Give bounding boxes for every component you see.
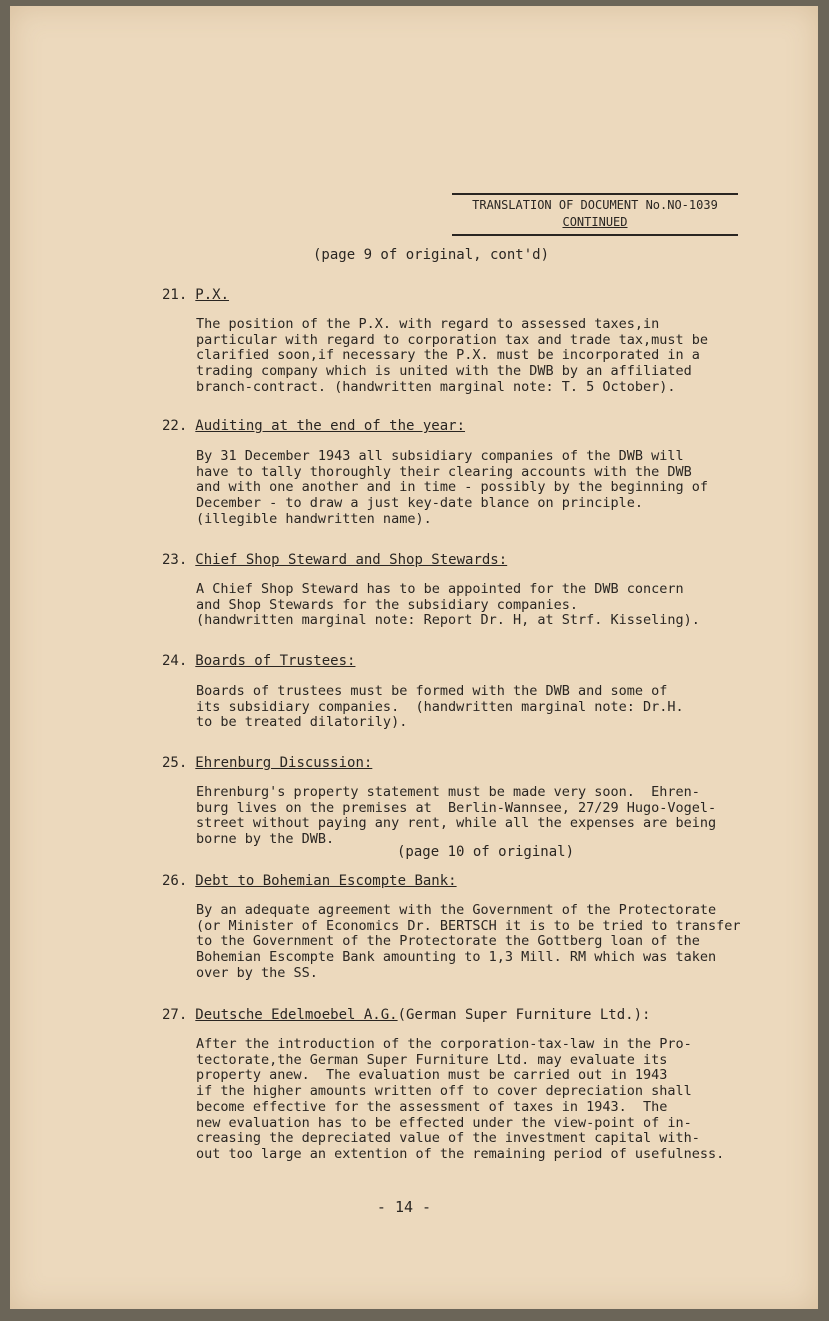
item-heading: [162, 286, 229, 304]
document-title: TRANSLATION OF DOCUMENT No.NO-1039: [472, 198, 718, 212]
item-heading: [162, 872, 457, 890]
item-number: 26.: [162, 873, 188, 889]
document-subtitle: CONTINUED: [562, 215, 628, 229]
item-body: Ehrenburg's property statement must be made very soon. Ehren- burg lives on the premises at Berlin-Wannsee, 27/29 Hugo-Vogel- street without paying any rent, while all the expenses are being borne by the DWB.: [196, 784, 717, 848]
item-body: Boards of trustees must be formed with the DWB and some of its subsidiary companies. (handwritten marginal note: Dr.H. to be treated dilatorily).: [196, 683, 684, 731]
item-title: Auditing at the end of the year:: [195, 418, 466, 434]
item-heading: [162, 754, 372, 772]
item-title: P.X.: [195, 287, 230, 303]
item-heading: [162, 417, 465, 435]
page-break-note: (page 10 of original): [397, 844, 575, 860]
item-body: By an adequate agreement with the Government of the Protectorate (or Minister of Economics Dr. BERTSCH it is to be tried to transfer to the Government of the Protectorate the Gottberg loan of the Bohemian Escompte Bank amounting to 1,3 Mill. RM which was taken over by the SS.: [196, 902, 741, 981]
item-heading: [162, 1006, 650, 1024]
item-title: Boards of Trustees:: [195, 653, 356, 669]
item-body: A Chief Shop Steward has to be appointed for the DWB concern and Shop Stewards for the subsidiary companies. (handwritten marginal note: Report Dr. H, at Strf. Kisseling).: [196, 581, 700, 629]
item-number: 27.: [162, 1007, 188, 1023]
item-body: By 31 December 1943 all subsidiary companies of the DWB will have to tally thoroughly their clearing accounts with the DWB and with one another and in time - possibly by the beginning of December - to draw a just key-date blance on principle. (illegible handwritten name).: [196, 448, 709, 527]
item-title: Chief Shop Steward and Shop Stewards:: [195, 552, 508, 568]
item-title: Debt to Bohemian Escompte Bank:: [195, 873, 457, 889]
item-body: The position of the P.X. with regard to assessed taxes,in particular with regard to corporation tax and trade tax,must be clarified soon,if necessary the P.X. must be incorporated in a trading company which is united with the DWB by an affiliated branch-contract. (handwritten marginal note: T. 5 October).: [196, 316, 709, 395]
item-title: Ehrenburg Discussion:: [195, 755, 373, 771]
item-title: Deutsche Edelmoebel A.G.: [195, 1007, 398, 1023]
item-number: 21.: [162, 287, 188, 303]
item-heading: [162, 652, 355, 670]
header-top-rule: [452, 193, 738, 195]
header-bottom-rule: [452, 234, 738, 236]
item-number: 23.: [162, 552, 188, 568]
item-number: 24.: [162, 653, 188, 669]
page-number: - 14 -: [376, 1198, 432, 1216]
item-heading: [162, 551, 507, 569]
item-title-suffix: (German Super Furniture Ltd.):: [397, 1007, 651, 1023]
item-number: 22.: [162, 418, 188, 434]
item-number: 25.: [162, 755, 188, 771]
item-body: After the introduction of the corporation-tax-law in the Pro- tectorate,the German Super Furniture Ltd. may evaluate its property anew. The evaluation must be carried out in 1943 if the higher amounts written off to cover depreciation shall become effective for the assessment of taxes in 1943. The new evaluation has to be effected under the view-point of in- creasing the depreciated value of the investment capital with- out too large an extention of the remaining period of usefulness.: [196, 1036, 725, 1162]
page-reference: (page 9 of original, cont'd): [313, 247, 550, 263]
document-header: [452, 193, 738, 236]
